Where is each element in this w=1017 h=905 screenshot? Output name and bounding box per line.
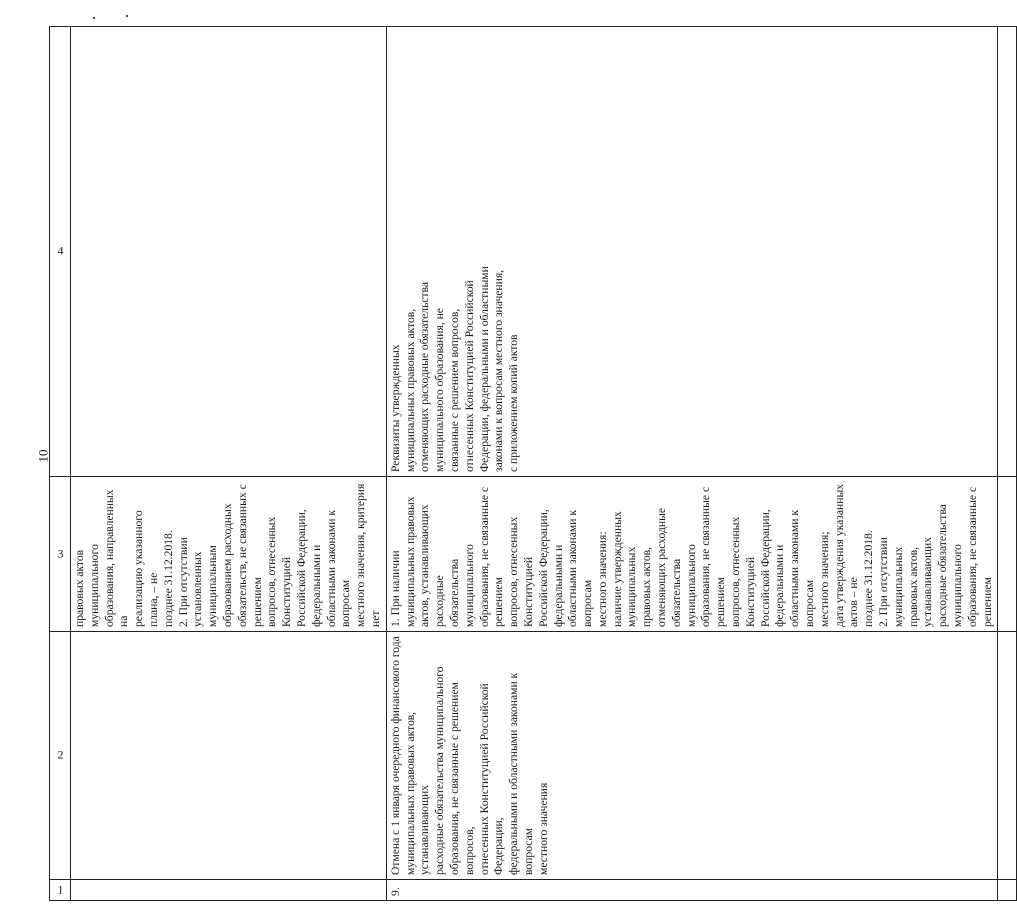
scan-speck bbox=[126, 15, 128, 17]
rotated-table-wrapper bbox=[49, 27, 994, 901]
page-number: 10 bbox=[35, 449, 51, 463]
cell-row-number: 9. bbox=[386, 880, 998, 901]
cell-continued-name bbox=[71, 632, 387, 880]
cell-criteria: 1. При наличии муниципальных правовых актов, устанавливающих расходные обязательства муниципального образования, не связанные с решением вопросов, отнесенных Конституцией Российской Федерации, федеральными и областными законами к вопросам местного значения: наличие утвержденных муниципальных правовых актов, отменяющих расходные обязательства муниципального образования, не связанные с решением вопросов, отнесенных Конституцией Российской Федерации, федеральными и областными законами к вопросам местного значения; дата утверждения указанных актов – не позднее 31.12.2018. 2. При отсутствии муниципальных правовых актов, устанавливающих расходные обязательства муниципального образования, не связанные с решением bbox=[386, 477, 998, 632]
column-header-3: 3 bbox=[50, 477, 71, 632]
cell-indicator-name: Отмена с 1 января очередного финансового года муниципальных правовых актов, устанавливающих расходные обязательства муниципального образования, не связанные с решением вопросов, отнесенных Конституцией Российской Федерации, федеральными и областными законами к вопросам местного значения bbox=[386, 632, 998, 880]
cell-continued-documents bbox=[71, 27, 387, 477]
cell-documents: Реквизиты утвержденных муниципальных правовых актов, отменяющих расходные обязательства муниципального образования, не связанные с решением вопросов, отнесенных Конституцией Российской Федерации, федеральными и областными законами к вопросам местного значения, с приложением копий актов bbox=[386, 27, 998, 477]
criteria-table bbox=[49, 26, 1017, 901]
cell-continued-criteria: правовых актов муниципального образования, направленных на реализацию указанного плана, – не позднее 31.12.2018. 2. При отсутствии установленных муниципальным образованием расходных обязательств, не связанных с решением вопросов, отнесенных Конституцией Российской Федерации, федеральными и областными законами к вопросам местного значения, критерия нет bbox=[71, 477, 387, 632]
column-header-row bbox=[50, 27, 71, 901]
table-row-continued bbox=[71, 27, 387, 901]
column-header-4: 4 bbox=[50, 27, 71, 477]
cell-continued-number bbox=[71, 880, 387, 901]
table-row-spacer bbox=[998, 27, 1017, 901]
column-header-1: 1 bbox=[50, 880, 71, 901]
table-row-9 bbox=[386, 27, 998, 901]
column-header-2: 2 bbox=[50, 632, 71, 880]
scan-speck bbox=[93, 17, 95, 19]
